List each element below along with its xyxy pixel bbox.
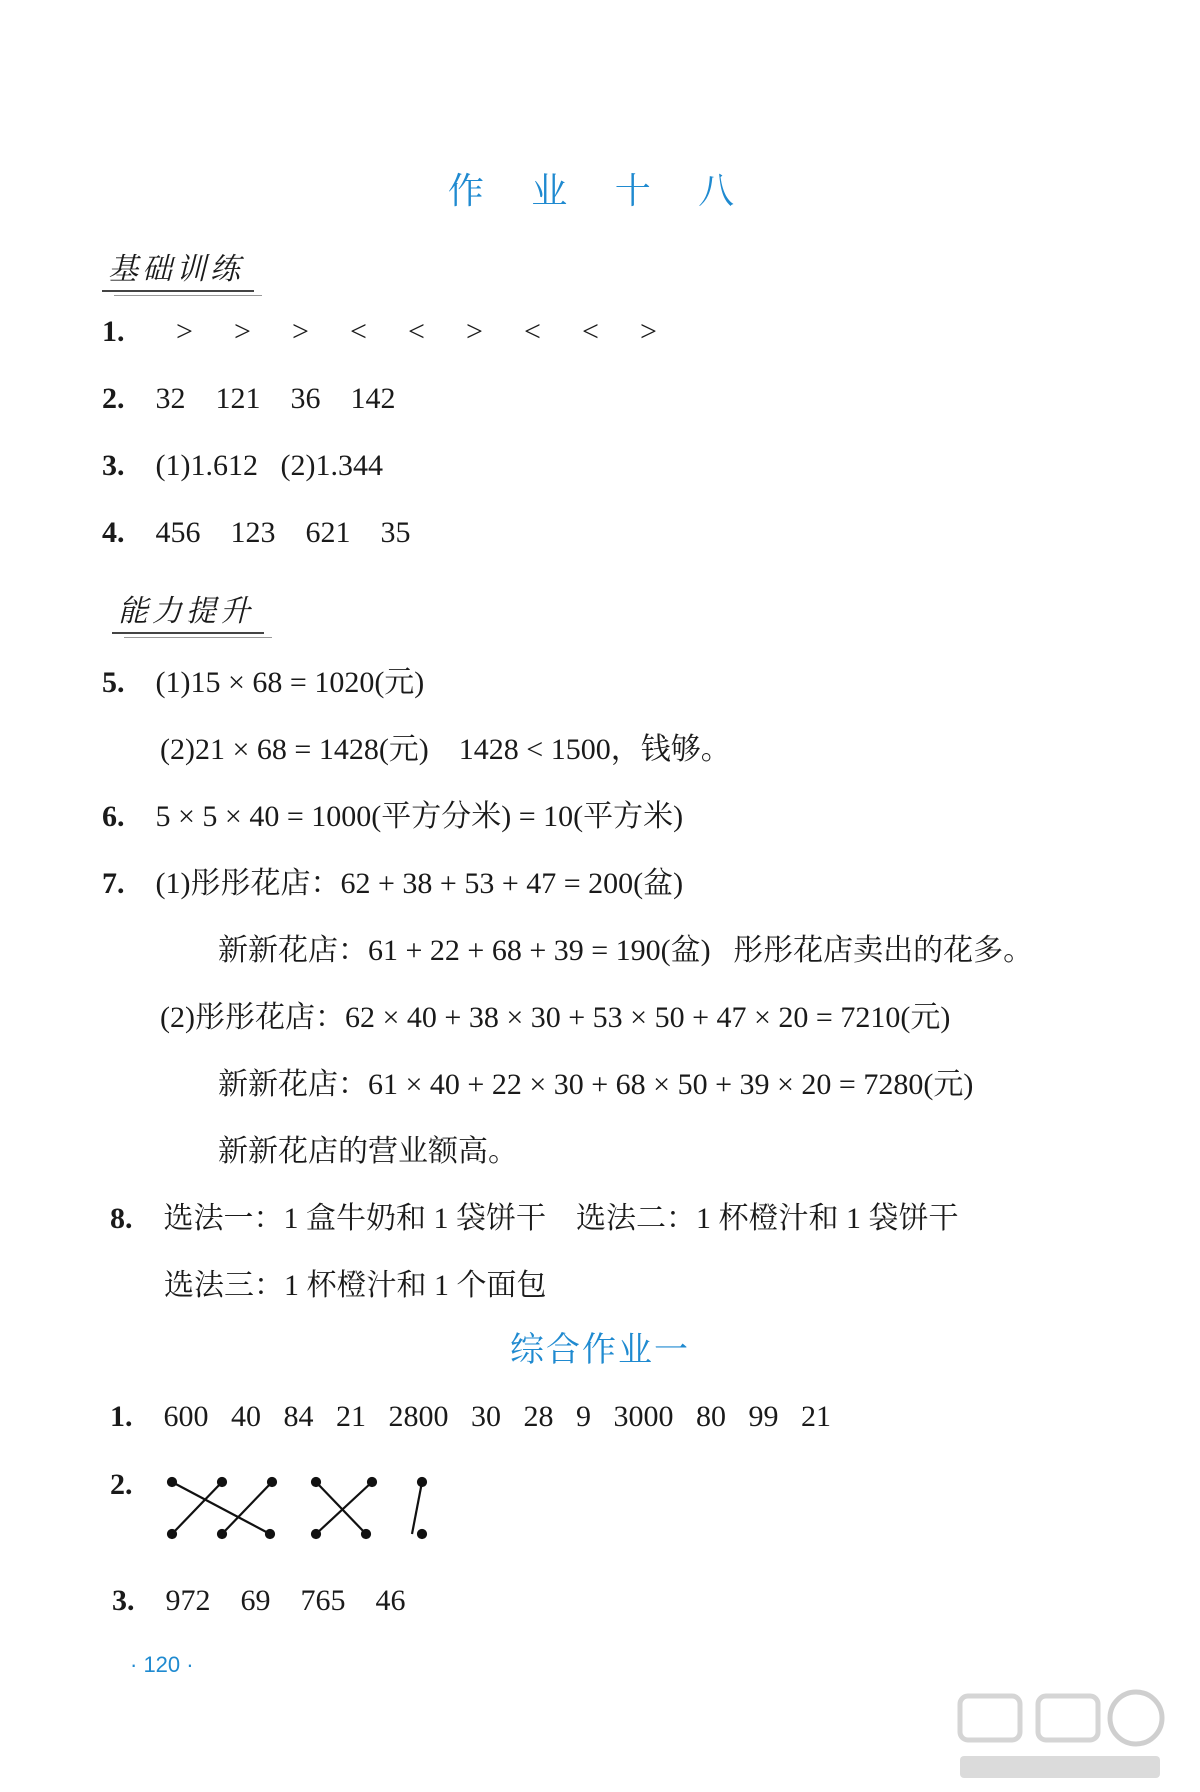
answer-line: (1)15 × 68 = 1020(元)	[155, 666, 425, 699]
answer-text: 5 × 5 × 40 = 1000(平方分米) = 10(平方米)	[155, 800, 684, 833]
match-dot	[418, 1530, 426, 1538]
question-number: 1.	[102, 315, 125, 348]
question-1	[110, 1400, 831, 1434]
match-line	[222, 1482, 272, 1534]
question-number: 7.	[102, 867, 125, 900]
question-2	[110, 1468, 156, 1502]
match-dot	[368, 1478, 376, 1486]
comparison-symbol: >	[640, 315, 657, 348]
question-number: 2.	[110, 1468, 133, 1501]
comparison-symbol: >	[176, 315, 193, 348]
match-dot	[218, 1478, 226, 1486]
page-number: · 120 ·	[130, 1652, 194, 1677]
question-1	[102, 315, 678, 349]
answer-line: 新新花店：61 + 22 + 68 + 39 = 190(盆) 彤彤花店卖出的花多。	[218, 934, 1034, 967]
match-dot	[168, 1478, 176, 1486]
comparison-symbol: <	[582, 315, 599, 348]
comparison-symbol: >	[466, 315, 483, 348]
answer-line: 选法三：1 杯橙汁和 1 个面包	[164, 1269, 547, 1302]
comparison-symbols	[156, 315, 678, 349]
question-3	[102, 449, 383, 483]
matching-lines-diagram	[160, 1470, 440, 1542]
answer-text: (1)1.612 (2)1.344	[155, 449, 383, 482]
question-6	[102, 791, 683, 835]
section-title-comprehensive: 综合作业一	[510, 1330, 690, 1370]
section-heading-advanced: 能力提升	[118, 586, 254, 630]
match-dot	[218, 1530, 226, 1538]
question-number: 3.	[102, 449, 125, 482]
match-dot	[418, 1478, 426, 1486]
question-number: 3.	[112, 1584, 135, 1617]
match-dot	[266, 1530, 274, 1538]
match-dot	[312, 1530, 320, 1538]
answer-line: (2)彤彤花店：62 × 40 + 38 × 30 + 53 × 50 + 47 × 20 = 7210(元)	[160, 1001, 951, 1034]
question-number: 6.	[102, 800, 125, 833]
answer-text: 32 121 36 142	[155, 382, 396, 415]
answer-line: 新新花店的营业额高。	[218, 1135, 518, 1168]
answer-line: (1)彤彤花店：62 + 38 + 53 + 47 = 200(盆)	[155, 867, 684, 900]
comparison-symbol: <	[408, 315, 425, 348]
question-number: 8.	[110, 1202, 133, 1235]
section-heading-basic: 基础训练	[108, 244, 244, 288]
comparison-symbol: >	[292, 315, 309, 348]
question-7	[102, 858, 683, 902]
question-4	[102, 516, 411, 550]
answer-text: 972 69 765 46	[165, 1584, 406, 1617]
match-line	[172, 1482, 222, 1534]
question-5	[102, 657, 424, 701]
watermark-logo	[950, 1674, 1170, 1784]
answer-text: 600 40 84 21 2800 30 28 9 3000 80 99 21	[163, 1400, 831, 1433]
question-number: 4.	[102, 516, 125, 549]
match-dot	[312, 1478, 320, 1486]
comparison-symbol: <	[350, 315, 367, 348]
comparison-symbol: >	[234, 315, 251, 348]
question-number: 5.	[102, 666, 125, 699]
match-dot	[362, 1530, 370, 1538]
question-8	[110, 1193, 959, 1237]
comparison-symbol: <	[524, 315, 541, 348]
question-2	[102, 382, 396, 416]
answer-text: 456 123 621 35	[155, 516, 411, 549]
page-title: 作 业 十 八	[447, 171, 753, 212]
match-line	[172, 1482, 270, 1534]
question-3	[112, 1584, 406, 1618]
match-dot	[268, 1478, 276, 1486]
answer-line: (2)21 × 68 = 1428(元) 1428 < 1500，钱够。	[160, 733, 731, 766]
question-number: 1.	[110, 1400, 133, 1433]
match-line	[412, 1482, 422, 1534]
answer-line: 选法一：1 盒牛奶和 1 袋饼干 选法二：1 杯橙汁和 1 袋饼干	[163, 1202, 959, 1235]
answer-line: 新新花店：61 × 40 + 22 × 30 + 68 × 50 + 39 × 20 = 7280(元)	[218, 1068, 974, 1101]
question-number: 2.	[102, 382, 125, 415]
match-dot	[168, 1530, 176, 1538]
